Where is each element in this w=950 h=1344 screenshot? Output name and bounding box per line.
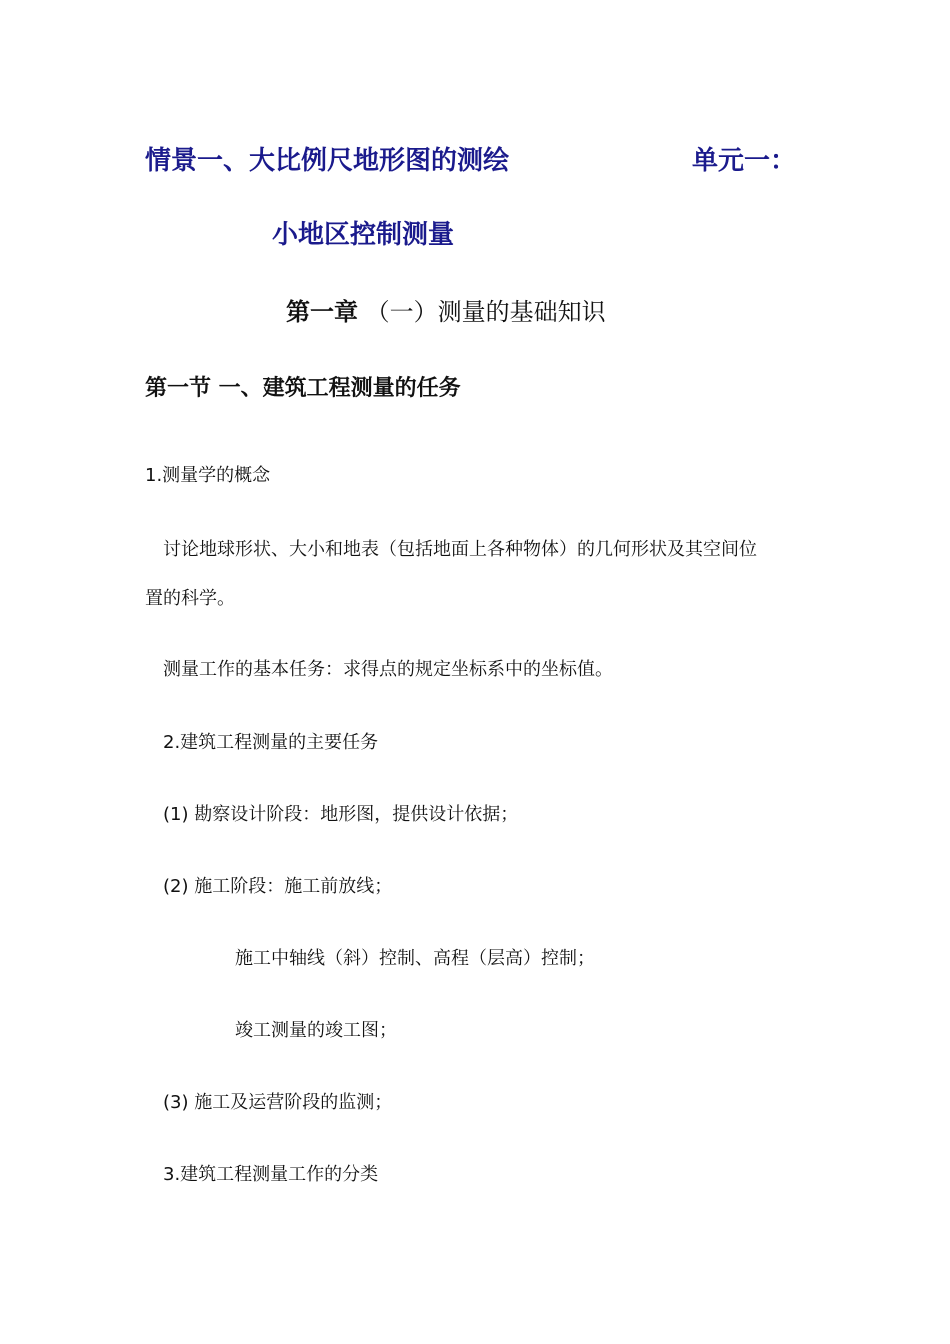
unit-title: 单元一： — [692, 146, 797, 176]
chapter-name: （一）测量的基础知识 — [365, 298, 606, 326]
section-heading: 第一节 一、建筑工程测量的任务 — [145, 376, 461, 401]
unit-subtitle: 小地区控制测量 — [272, 220, 455, 250]
chapter-heading — [286, 300, 606, 324]
paragraph-heading-1: 1.测量学的概念 — [145, 465, 271, 486]
paragraph-text: 测量工作的基本任务：求得点的规定坐标系中的坐标值。 — [163, 659, 613, 680]
list-item: (1) 勘察设计阶段：地形图，提供设计依据； — [163, 804, 519, 825]
list-item: (2) 施工阶段：施工前放线； — [163, 876, 393, 897]
list-item: (3) 施工及运营阶段的监测； — [163, 1092, 393, 1113]
list-subitem: 竣工测量的竣工图； — [235, 1020, 397, 1041]
list-subitem: 施工中轴线（斜）控制、高程（层高）控制； — [235, 948, 595, 969]
chapter-number: 第一章 — [286, 298, 358, 326]
paragraph-heading-3: 3.建筑工程测量工作的分类 — [163, 1164, 379, 1185]
scene-title: 情景一、大比例尺地形图的测绘 — [145, 146, 510, 176]
paragraph-text: 置的科学。 — [145, 588, 235, 609]
paragraph-heading-2: 2.建筑工程测量的主要任务 — [163, 732, 379, 753]
paragraph-text: 讨论地球形状、大小和地表（包括地面上各种物体）的几何形状及其空间位 — [163, 539, 757, 560]
